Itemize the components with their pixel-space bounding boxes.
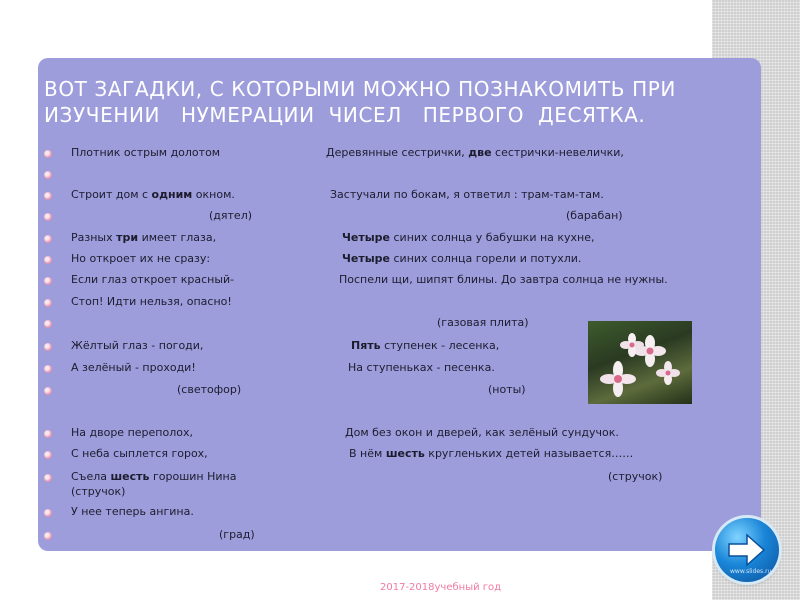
text-run: сестрички-невелички, [491,146,624,159]
text-run: Разных [71,231,117,244]
riddle-answer [437,316,529,330]
riddle-line [71,361,196,375]
text-run: У нее теперь ангина. [71,505,194,518]
emphasized-number: Четыре [342,252,391,265]
riddle-line [71,447,208,461]
bullet-icon [44,277,52,285]
bullet-icon [44,365,52,373]
riddle-line [71,295,232,309]
text-run: Застучали по бокам, я ответил : трам-там-там. [330,188,604,201]
riddle-line [71,146,220,160]
bullet-icon [44,451,52,459]
text-run: синих солнца горели и потухли. [390,252,582,265]
riddle-answer [488,383,526,397]
riddle-line [349,447,633,461]
text-run: (барабан) [566,209,623,222]
button-caption: www.slides.ru [730,568,772,575]
text-run: С неба сыплется горох, [71,447,208,460]
bullet-icon [44,171,52,179]
text-run: (светофор) [177,383,242,396]
riddle-line [71,505,194,519]
text-run: На ступеньках - песенка. [348,361,495,374]
text-run: Строит дом с [71,188,152,201]
text-run: А зелёный - проходи! [71,361,196,374]
text-run: (град) [219,528,255,541]
riddle-answer [566,209,623,223]
text-run: синих солнца у бабушки на кухне, [390,231,595,244]
bullet-icon [44,343,52,351]
text-run: Стоп! Идти нельзя, опасно! [71,295,232,308]
riddle-answer [177,383,241,397]
riddle-line [71,273,234,287]
bullet-icon [44,192,52,200]
text-run: В нём [349,447,386,460]
riddle-answer [71,485,125,499]
riddle-line [71,470,236,484]
riddle-line [330,188,604,202]
riddle-line [71,188,235,202]
emphasized-number: Пять [351,339,381,352]
text-run: (ноты) [488,383,526,396]
text-run: окном. [192,188,235,201]
text-run: ступенек - лесенка, [380,339,500,352]
right-arrow-icon [727,532,767,568]
bullet-icon [44,430,52,438]
text-run: Деревянные сестрички, [326,146,469,159]
bullet-icon [44,213,52,221]
title-line: ВОТ ЗАГАДКИ, С КОТОРЫМИ МОЖНО ПОЗНАКОМИТЬ ПРИ [44,77,676,101]
flower-icon [600,333,680,397]
text-run: Поспели щи, шипят блины. До завтра солнца не нужны. [339,273,668,286]
text-run: (газовая плита) [437,316,529,329]
bullet-icon [44,150,52,158]
bullet-icon [44,532,52,540]
text-run: Если глаз откроет красный- [71,273,235,286]
emphasized-number: Четыре [342,231,391,244]
bullet-icon [44,320,52,328]
emphasized-number: три [116,231,139,244]
riddle-line [71,231,216,245]
text-run: Съела [71,470,111,483]
text-run: Но откроет их не сразу: [71,252,211,265]
text-run: Дом без окон и дверей, как зелёный сундучок. [345,426,619,439]
riddle-answer [219,528,255,542]
riddle-line [339,273,668,287]
title-line: ИЗУЧЕНИИ НУМЕРАЦИИ ЧИСЕЛ ПЕРВОГО ДЕСЯТКА. [44,103,646,127]
riddle-line [342,252,581,266]
text-run: Жёлтый глаз - погоди, [71,339,204,352]
text-run: (стручок) [71,485,126,498]
text-run: кругленьких детей называется…… [424,447,634,460]
riddle-line [71,252,210,266]
bullet-icon [44,299,52,307]
riddle-line [71,426,193,440]
text-run: имеет глаза, [138,231,217,244]
bullet-icon [44,509,52,517]
emphasized-number: шесть [385,447,425,460]
text-run: (дятел) [209,209,253,222]
riddle-line [345,426,619,440]
riddle-line [326,146,624,160]
riddle-line [351,339,499,353]
riddle-answer [209,209,252,223]
flower-photo [588,321,692,404]
footer-year: 2017-2018учебный год [380,582,502,593]
bullet-icon [44,256,52,264]
text-run: горошин Нина [149,470,237,483]
riddle-line [71,339,203,353]
riddle-line [342,231,595,245]
text-run: Плотник острым долотом [71,146,221,159]
text-run: (стручок) [608,470,663,483]
emphasized-number: шесть [110,470,150,483]
bullet-icon [44,474,52,482]
bullet-icon [44,235,52,243]
emphasized-number: две [468,146,492,159]
slide-title [44,76,724,128]
riddle-answer [608,470,662,484]
bullet-icon [44,387,52,395]
emphasized-number: одним [151,188,193,201]
riddle-line [348,361,495,375]
text-run: На дворе переполох, [71,426,193,439]
